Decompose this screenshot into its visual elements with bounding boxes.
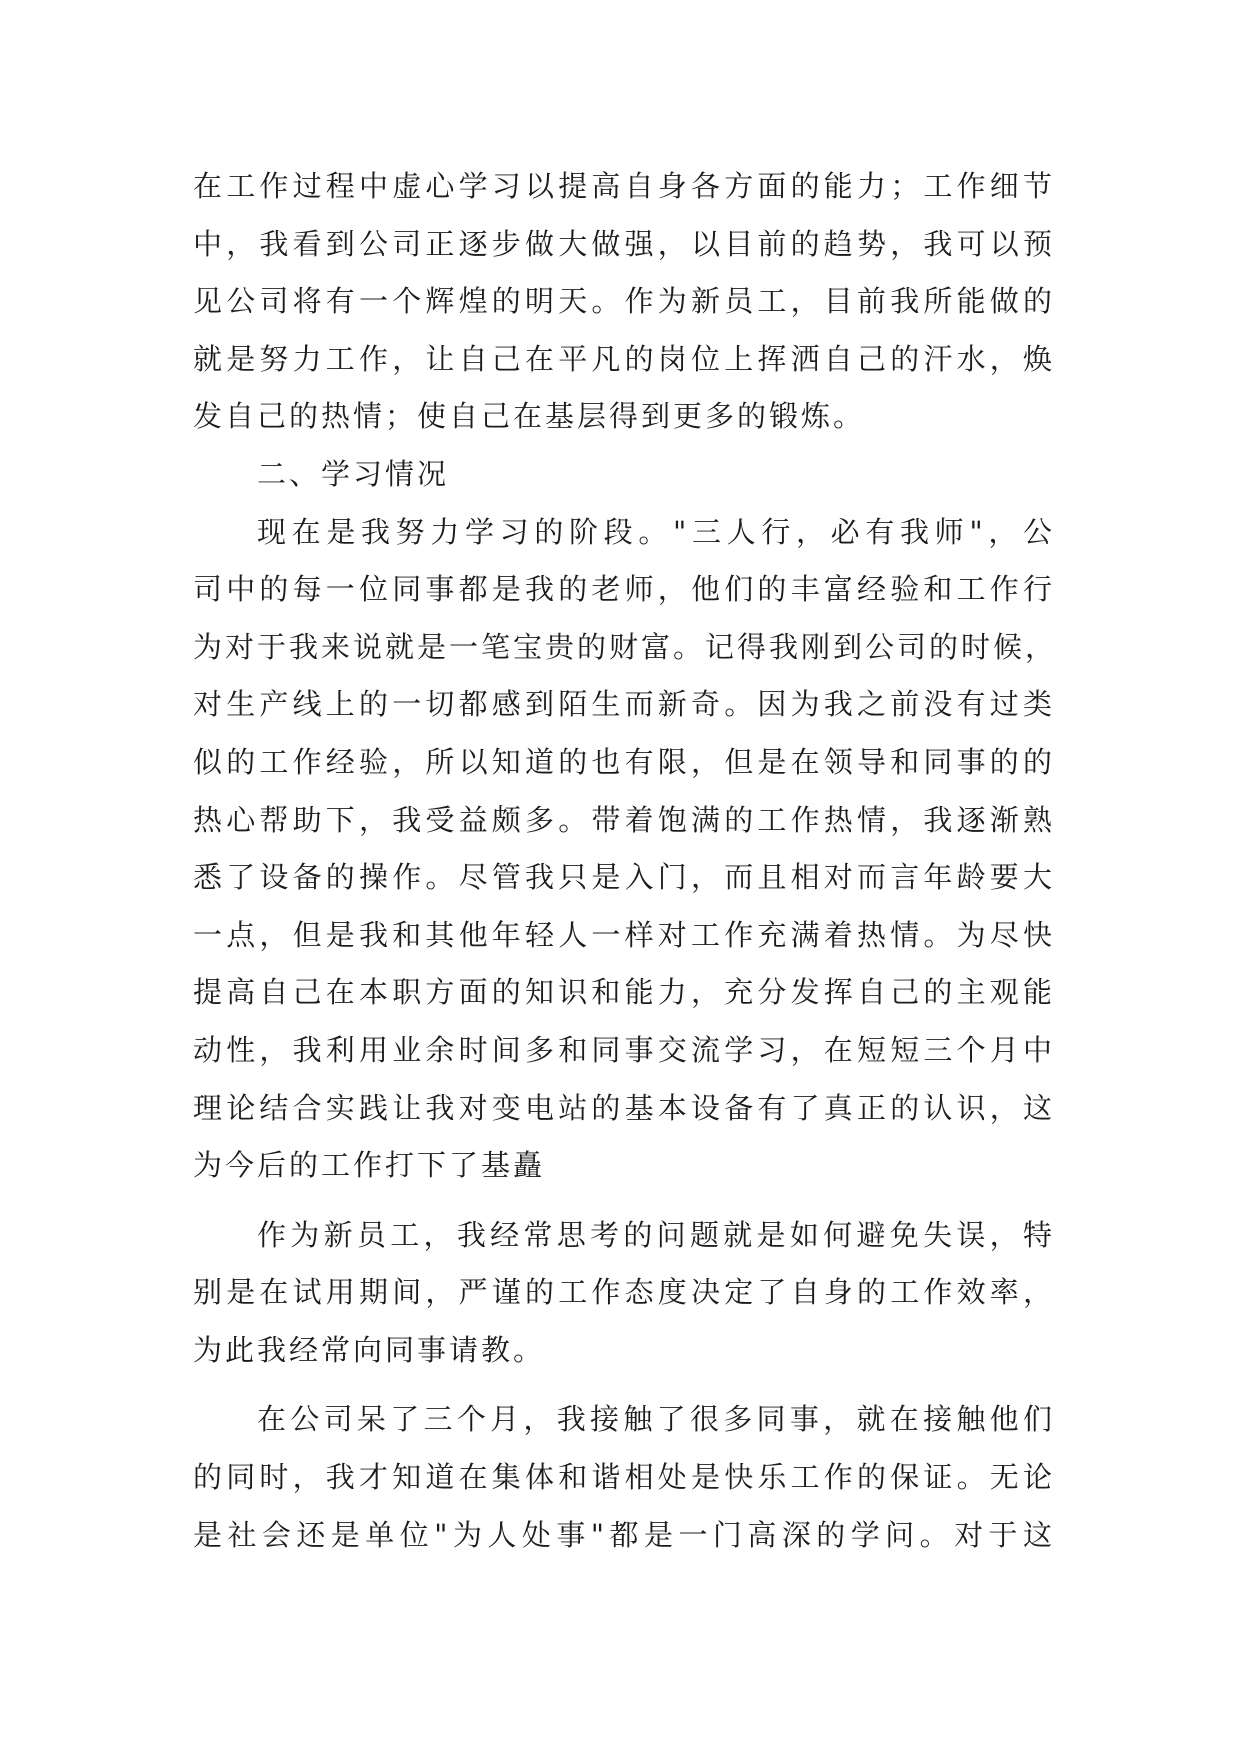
- paragraph-line-3: 见公司将有一个辉煌的明天。作为新员工，目前我所能做的: [193, 284, 1055, 319]
- paragraph-line-19: 作为新员工，我经常思考的问题就是如何避免失误，特: [257, 1217, 1055, 1252]
- paragraph-line-10: 对生产线上的一切都感到陌生而新奇。因为我之前没有过类: [193, 687, 1055, 722]
- paragraph-line-5: 发自己的热情；使自己在基层得到更多的锻炼。: [193, 399, 866, 434]
- paragraph-line-7: 现在是我努力学习的阶段。"三人行，必有我师"，公: [257, 514, 1055, 549]
- paragraph-line-20: 别是在试用期间，严谨的工作态度决定了自身的工作效率，: [193, 1275, 1055, 1310]
- paragraph-line-23: 的同时，我才知道在集体和谐相处是快乐工作的保证。无论: [193, 1460, 1055, 1495]
- paragraph-line-24: 是社会还是单位"为人处事"都是一门高深的学问。对于这: [193, 1517, 1055, 1552]
- paragraph-line-17: 理论结合实践让我对变电站的基本设备有了真正的认识，这: [193, 1090, 1055, 1125]
- paragraph-line-4: 就是努力工作，让自己在平凡的岗位上挥洒自己的汗水，焕: [193, 341, 1055, 376]
- paragraph-line-14: 一点，但是我和其他年轻人一样对工作充满着热情。为尽快: [193, 917, 1055, 952]
- paragraph-line-11: 似的工作经验，所以知道的也有限，但是在领导和同事的的: [193, 744, 1055, 779]
- paragraph-line-15: 提高自己在本职方面的知识和能力，充分发挥自己的主观能: [193, 975, 1055, 1010]
- paragraph-line-16: 动性，我利用业余时间多和同事交流学习，在短短三个月中: [193, 1032, 1055, 1067]
- document-body: [193, 158, 1058, 1564]
- paragraph-line-13: 悉了设备的操作。尽管我只是入门，而且相对而言年龄要大: [193, 860, 1055, 895]
- paragraph-gap: [193, 1195, 1055, 1207]
- paragraph-line-18: 为今后的工作打下了基矗: [193, 1148, 546, 1183]
- paragraph-line-8: 司中的每一位同事都是我的老师，他们的丰富经验和工作行: [193, 572, 1055, 607]
- paragraph-line-2: 中，我看到公司正逐步做大做强，以目前的趋势，我可以预: [193, 226, 1055, 261]
- paragraph-line-22: 在公司呆了三个月，我接触了很多同事，就在接触他们: [257, 1402, 1055, 1437]
- paragraph-line-12: 热心帮助下，我受益颇多。带着饱满的工作热情，我逐渐熟: [193, 802, 1055, 837]
- section-heading: 二、学习情况: [257, 456, 450, 491]
- paragraph-line-1: 在工作过程中虚心学习以提高自身各方面的能力；工作细节: [193, 169, 1055, 203]
- paragraph-line-9: 为对于我来说就是一笔宝贵的财富。记得我刚到公司的时候，: [193, 629, 1058, 664]
- paragraph-gap: [193, 1379, 1055, 1391]
- paragraph-line-21: 为此我经常向同事请教。: [193, 1332, 546, 1367]
